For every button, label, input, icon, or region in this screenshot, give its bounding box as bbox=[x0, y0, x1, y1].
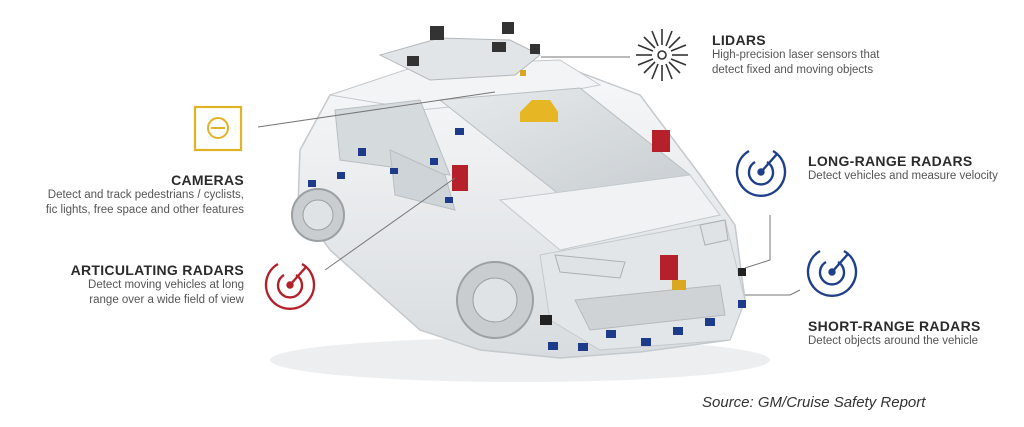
lidars-title: LIDARS bbox=[712, 32, 766, 48]
radar-icon bbox=[266, 264, 314, 309]
radar-icon bbox=[737, 151, 785, 196]
camera-icon bbox=[195, 107, 241, 150]
cameras-title: CAMERAS bbox=[171, 172, 244, 188]
articulating-radars-label bbox=[0, 262, 244, 308]
long-range-title: LONG-RANGE RADARS bbox=[808, 153, 973, 169]
lidars-desc-line1: High-precision laser sensors that bbox=[712, 49, 880, 61]
articulating-radar-front bbox=[652, 130, 670, 152]
short-range-radars-label bbox=[808, 318, 981, 349]
articulating-title: ARTICULATING RADARS bbox=[70, 262, 244, 278]
short-range-title: SHORT-RANGE RADARS bbox=[808, 318, 981, 334]
cameras-label bbox=[0, 172, 244, 218]
lidars-desc-line2: detect fixed and moving objects bbox=[712, 64, 874, 76]
articulating-desc-line2: range over a wide field of view bbox=[89, 294, 244, 306]
radar-icon bbox=[808, 251, 856, 296]
lidars-label bbox=[712, 32, 879, 78]
car-illustration bbox=[292, 60, 745, 358]
source-caption: Source: GM/Cruise Safety Report bbox=[702, 394, 926, 411]
bumper-camera bbox=[672, 280, 686, 290]
articulating-desc-line1: Detect moving vehicles at long bbox=[88, 279, 244, 291]
long-range-desc-line1: Detect vehicles and measure velocity bbox=[808, 170, 998, 182]
cameras-desc-line2: fic lights, free space and other features bbox=[45, 204, 244, 216]
starburst-icon bbox=[636, 29, 688, 81]
short-range-desc-line1: Detect objects around the vehicle bbox=[808, 335, 979, 347]
cameras-desc-line1: Detect and track pedestrians / cyclists, bbox=[47, 189, 244, 201]
long-range-radars-label bbox=[808, 153, 998, 184]
articulating-radar-bumper bbox=[660, 255, 678, 280]
